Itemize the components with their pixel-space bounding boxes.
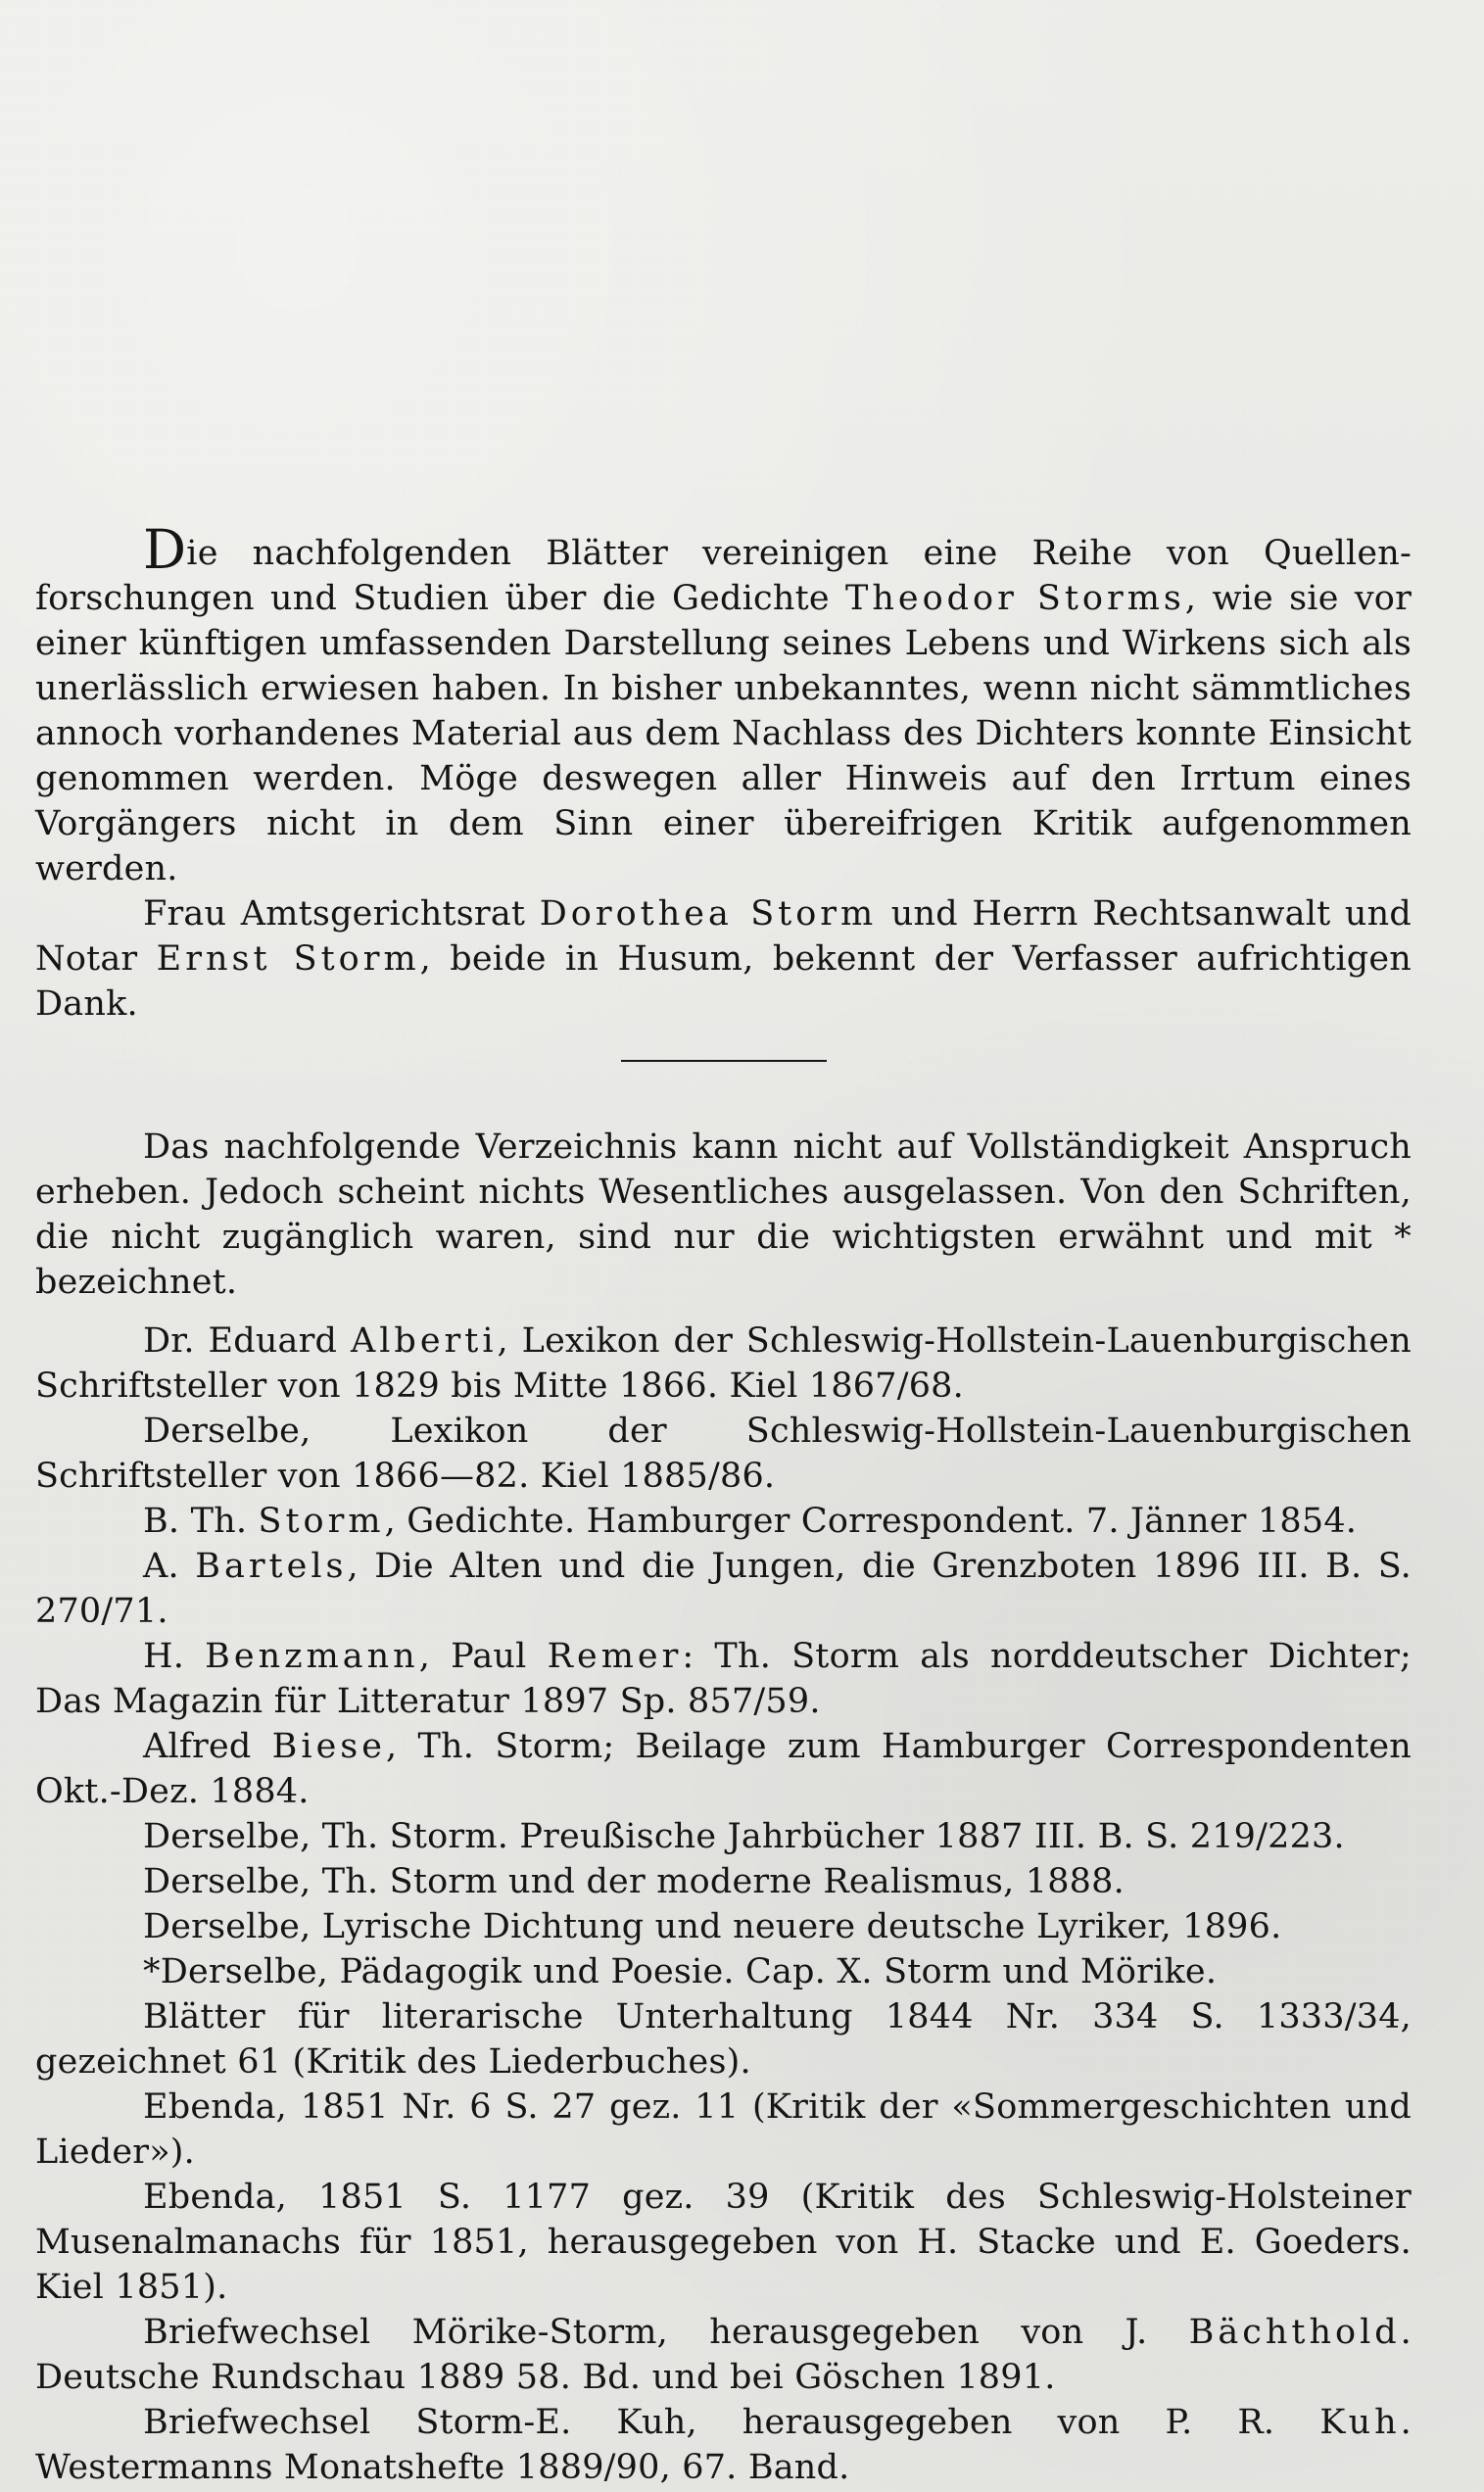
foreword-paragraph-2	[35, 891, 1412, 1027]
entry-text: Derselbe, Lexikon der Schleswig-Hollstein-Lauenburgischen Schriftsteller von 1866—82. Kiel 1885/86.	[35, 1412, 1412, 1496]
entry-text: Derselbe, Th. Storm. Preußische Jahrbücher 1887 III. B. S. 219/223.	[143, 1817, 1345, 1856]
bibliography-entry	[35, 1409, 1412, 1499]
entry-text: , Th. Storm; Beilage zum Hamburger Correspondenten Okt.-Dez. 1884.	[35, 1727, 1412, 1811]
bibliography-entry	[35, 1949, 1412, 1994]
bibliography-entry	[35, 1904, 1412, 1949]
entry-author: Kuh	[1319, 2403, 1401, 2442]
section-divider	[621, 1060, 827, 1062]
entry-text: Ebenda, 1851 S. 1177 gez. 39 (Kritik des Schleswig-Holsteiner Musenalmanachs für 1851, herausgegeben von H. Stacke und E. Goeders. Kiel 1851).	[35, 2178, 1412, 2307]
bibliography-entry	[35, 2400, 1412, 2490]
entry-author: Storm	[258, 1502, 385, 1541]
bibliography-entry	[35, 1544, 1412, 1634]
entry-text: Derselbe, Lyrische Dichtung und neuere deutsche Lyriker, 1896.	[143, 1907, 1282, 1946]
acknowledged-name-2: Ernst Storm	[156, 939, 420, 979]
drop-cap: D	[143, 518, 187, 581]
bibliography-entry	[35, 1499, 1412, 1544]
entry-text: Blätter für literarische Unterhaltung 1844 Nr. 334 S. 1333/34, gezeichnet 61 (Kritik des Liederbuches).	[35, 1997, 1412, 2082]
entry-author: Remer	[547, 1637, 683, 1676]
bibliography-entry	[35, 1859, 1412, 1904]
entry-text: , Paul	[418, 1637, 548, 1676]
entry-text: Briefwechsel Storm-E. Kuh, herausgegeben von P. R.	[143, 2403, 1320, 2442]
bibliography-entry	[35, 2085, 1412, 2175]
entry-text: Ebenda, 1851 Nr. 6 S. 27 gez. 11 (Kritik der «Sommergeschichten und Lieder»).	[35, 2087, 1412, 2172]
bibliography-entry	[35, 1634, 1412, 1724]
acknowledged-name-1: Dorothea Storm	[539, 894, 878, 934]
entry-text: Alfred	[143, 1727, 272, 1766]
entry-author: Benzmann	[205, 1637, 419, 1676]
bibliography-entry	[35, 1994, 1412, 2085]
entry-text: Briefwechsel Mörike-Storm, herausgegeben von J.	[143, 2313, 1189, 2352]
bibliography-entry	[35, 2310, 1412, 2400]
acknowledgement-text-c: , beide in Husum, bekennt der Verfasser aufrichtigen Dank.	[35, 939, 1412, 1024]
entry-text: A.	[143, 1547, 196, 1586]
entry-text: , Gedichte. Hamburger Correspondent. 7. Jänner 1854.	[384, 1502, 1358, 1541]
foreword-text-a: ie nachfolgenden Blätter vereinigen eine Reihe von Quellen-forschungen und Studien über die Gedichte	[35, 534, 1412, 618]
entry-text: . Westermanns Monatshefte 1889/90, 67. Band.	[35, 2403, 1412, 2487]
bibliography-entry	[35, 1814, 1412, 1859]
entry-text: . Deutsche Rundschau 1889 58. Bd. und bei Göschen 1891.	[35, 2313, 1412, 2397]
bibliography-entry	[35, 2175, 1412, 2310]
entry-author: Bächthold	[1188, 2313, 1401, 2352]
bibliography-intro: Das nachfolgende Verzeichnis kann nicht auf Vollständigkeit Anspruch erheben. Jedoch scheint nichts Wesentliches ausgelassen. Von den Schriften, die nicht zugänglich waren, sind nur die wichtigsten erwähnt und mit * bezeichnet.	[35, 1127, 1412, 1302]
entry-text: , Lexikon der Schleswig-Hollstein-Lauenburgischen Schriftsteller von 1829 bis Mitte 1866. Kiel 1867/68.	[35, 1321, 1412, 1406]
bibliography-entry	[35, 1318, 1412, 1409]
page-content	[35, 518, 1412, 2490]
foreword-paragraph-1	[35, 518, 1412, 891]
entry-text: H.	[143, 1637, 206, 1676]
entry-author: Biese	[271, 1727, 386, 1766]
entry-text: *Derselbe, Pädagogik und Poesie. Cap. X. Storm und Mörike.	[143, 1952, 1218, 1991]
entry-author: Alberti	[350, 1321, 498, 1361]
entry-text: : Th. Storm als norddeutscher Dichter; Das Magazin für Litteratur 1897 Sp. 857/59.	[35, 1637, 1412, 1721]
acknowledgement-text-a: Frau Amtsgerichtsrat	[143, 894, 540, 934]
foreword-text-b: , wie sie vor einer künftigen umfassenden Darstellung seines Lebens und Wirkens sich als unerlässlich erwiesen haben. In bisher unbekanntes, wenn nicht sämmtliches annoch vorhandenes Material aus dem Nachlass des Dichters konnte Einsicht genommen werden. Möge deswegen aller Hinweis auf den Irrtum eines Vorgängers nicht in dem Sinn einer übereifrigen Kritik aufgenommen werden.	[35, 579, 1412, 888]
author-name: Theodor Storms	[844, 579, 1185, 618]
spacing	[35, 1305, 1412, 1318]
entry-text: Derselbe, Th. Storm und der moderne Realismus, 1888.	[143, 1862, 1125, 1901]
entry-text: B. Th.	[143, 1502, 259, 1541]
entry-author: Bartels	[195, 1547, 348, 1586]
entry-text: , Die Alten und die Jungen, die Grenzboten 1896 III. B. S. 270/71.	[35, 1547, 1412, 1631]
entry-text: Dr. Eduard	[143, 1321, 351, 1361]
acknowledgement-text-b: und Herrn Rechtsanwalt und Notar	[35, 894, 1412, 979]
bibliography-entry	[35, 1724, 1412, 1814]
